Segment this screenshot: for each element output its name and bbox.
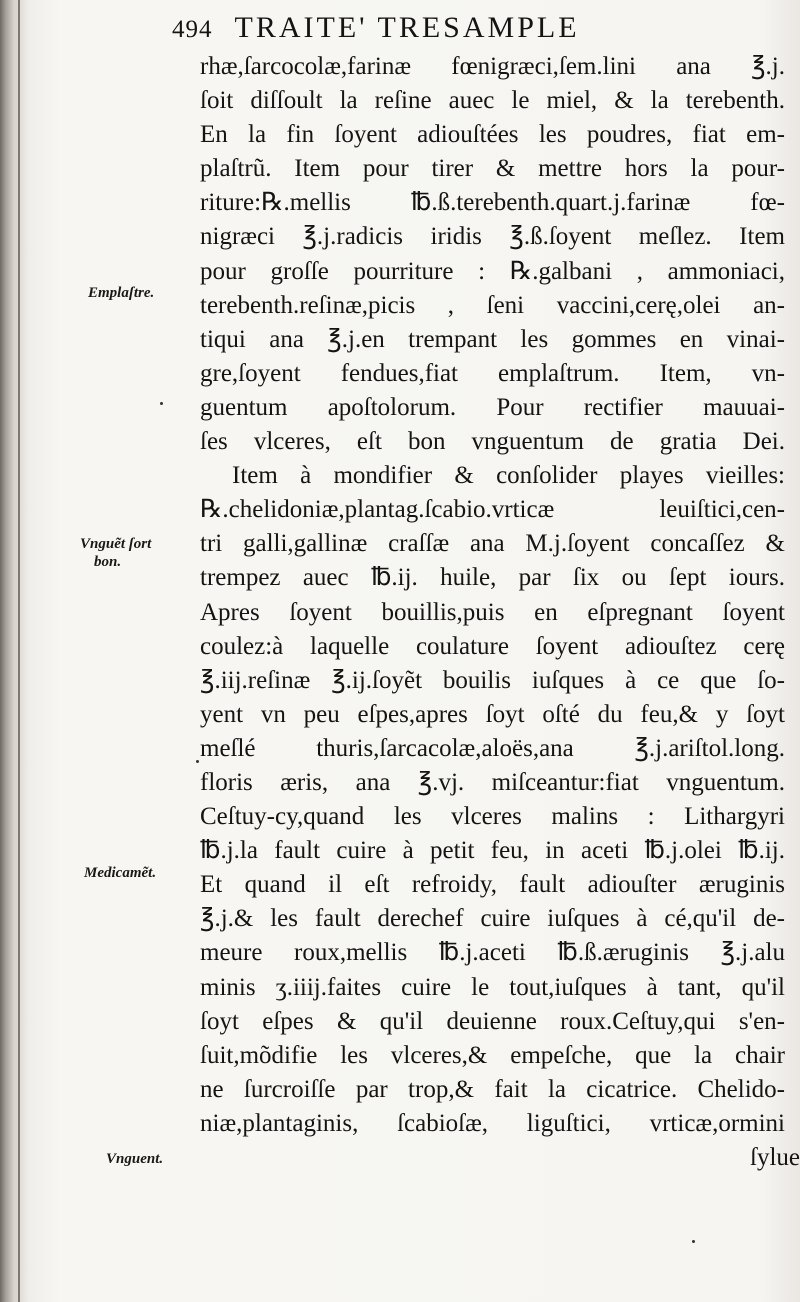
margin-note-bon: bon. — [94, 554, 122, 570]
binding-gutter — [0, 0, 28, 1302]
margin-note-onguent-fort: Vnguẽt ſort — [80, 536, 152, 552]
page-number: 494 — [172, 16, 213, 43]
text-line: En la fin ſoyent adiouſtées les poudres, fiat em- — [200, 121, 785, 149]
text-line: ſes vlceres, eſt bon vnguentum de gratia Dei. — [200, 428, 785, 456]
text-line: tiqui ana ℥.j.en trempant les gommes en vinai- — [200, 325, 785, 353]
text-line: Ceſtuy-cy,quand les vlceres malins : Lithargyri — [200, 803, 785, 831]
text-line: riture:℞.mellis ℔.ß.terebenth.quart.j.farinæ fœ- — [200, 189, 785, 217]
text-line: ſuit,mõdifie les vlceres,& empeſche, que la chair — [200, 1041, 785, 1069]
text-line: niæ,plantaginis, ſcabioſæ, liguſtici, vrticæ,ormini — [200, 1109, 785, 1137]
running-title: TRAITE' TRESAMPLE — [234, 11, 580, 44]
ink-speck — [160, 402, 163, 405]
text-line: meure roux,mellis ℔.j.aceti ℔.ß.æruginis ℥.j.alu — [200, 939, 785, 967]
ink-speck — [196, 760, 199, 763]
text-line: ℥.iij.reſinæ ℥.ij.ſoyẽt bouilis iuſques à ce que ſo- — [200, 666, 785, 694]
text-line: floris æris, ana ℥.vj. miſceantur:fiat vnguentum. — [200, 768, 785, 796]
text-line: guentum apoſtolorum. Pour rectifier mauuai- — [200, 393, 785, 421]
text-line: ſoit diſſoult la reſine auec le miel, & la terebenth. — [200, 87, 785, 115]
margin-note-medicament: Medicamẽt. — [84, 865, 157, 881]
page-edge-line — [18, 0, 20, 1302]
text-line: ℔.j.la fault cuire à petit feu, in aceti ℔.j.olei ℔.ij. — [200, 837, 785, 865]
text-line: minis ʒ.iiij.faites cuire le tout,iuſques à tant, qu'il — [200, 973, 785, 1001]
margin-note-onguent: Vnguent. — [106, 1151, 164, 1167]
text-line: Apres ſoyent bouillis,puis en eſpregnant ſoyent — [200, 598, 785, 626]
text-line: yent vn peu eſpes,apres ſoyt oſté du feu,& y ſoyt — [200, 700, 785, 728]
ink-speck — [692, 1240, 695, 1243]
text-line: plaſtrũ. Item pour tirer & mettre hors la pour- — [200, 155, 785, 183]
text-line: trempez auec ℔.ij. huile, par ſix ou ſept iours. — [200, 564, 785, 592]
text-line: meſlé thuris,ſarcacolæ,aloës,ana ℥.j.ariſtol.long. — [200, 734, 785, 762]
text-line: gre,ſoyent fendues,fiat emplaſtrum. Item, vn- — [200, 359, 785, 387]
body-text — [200, 50, 800, 1175]
catchword: ſylue — [750, 1144, 800, 1171]
text-line: rhæ,ſarcocolæ,farinæ fœnigræci,ſem.lini ana ℥.j. — [200, 53, 785, 80]
running-head — [172, 8, 580, 50]
text-line: ſoyt eſpes & qu'il deuienne roux.Ceſtuy,qui s'en- — [200, 1007, 785, 1035]
text-line: ℞.chelidoniæ,plantag.ſcabio.vrticæ leuiſtici,cen- — [200, 496, 785, 524]
text-line: ℥.j.& les fault derechef cuire iuſques à cé,qu'il de- — [200, 905, 785, 933]
text-line: nigræci ℥.j.radicis iridis ℥.ß.ſoyent meſlez. Item — [200, 223, 785, 251]
text-line: coulez:à laquelle coulature ſoyent adiouſtez cerę — [200, 632, 785, 660]
text-line: terebenth.reſinæ,picis , ſeni vaccini,cerę,olei an- — [200, 291, 785, 319]
text-line: ne ſurcroiſſe par trop,& fait la cicatrice. Chelido- — [200, 1075, 785, 1103]
text-line: pour groſſe pourriture : ℞.galbani , ammoniaci, — [200, 257, 785, 285]
margin-note-emplastre: Emplaſtre. — [88, 285, 155, 301]
paragraph-first-line: Item à mondifier & conſolider playes vieilles: — [232, 462, 785, 490]
text-line: tri galli,gallinæ craſſæ ana M.j.ſoyent concaſſez & — [200, 530, 785, 558]
text-line: Et quand il eſt refroidy, fault adiouſter æruginis — [200, 871, 785, 899]
